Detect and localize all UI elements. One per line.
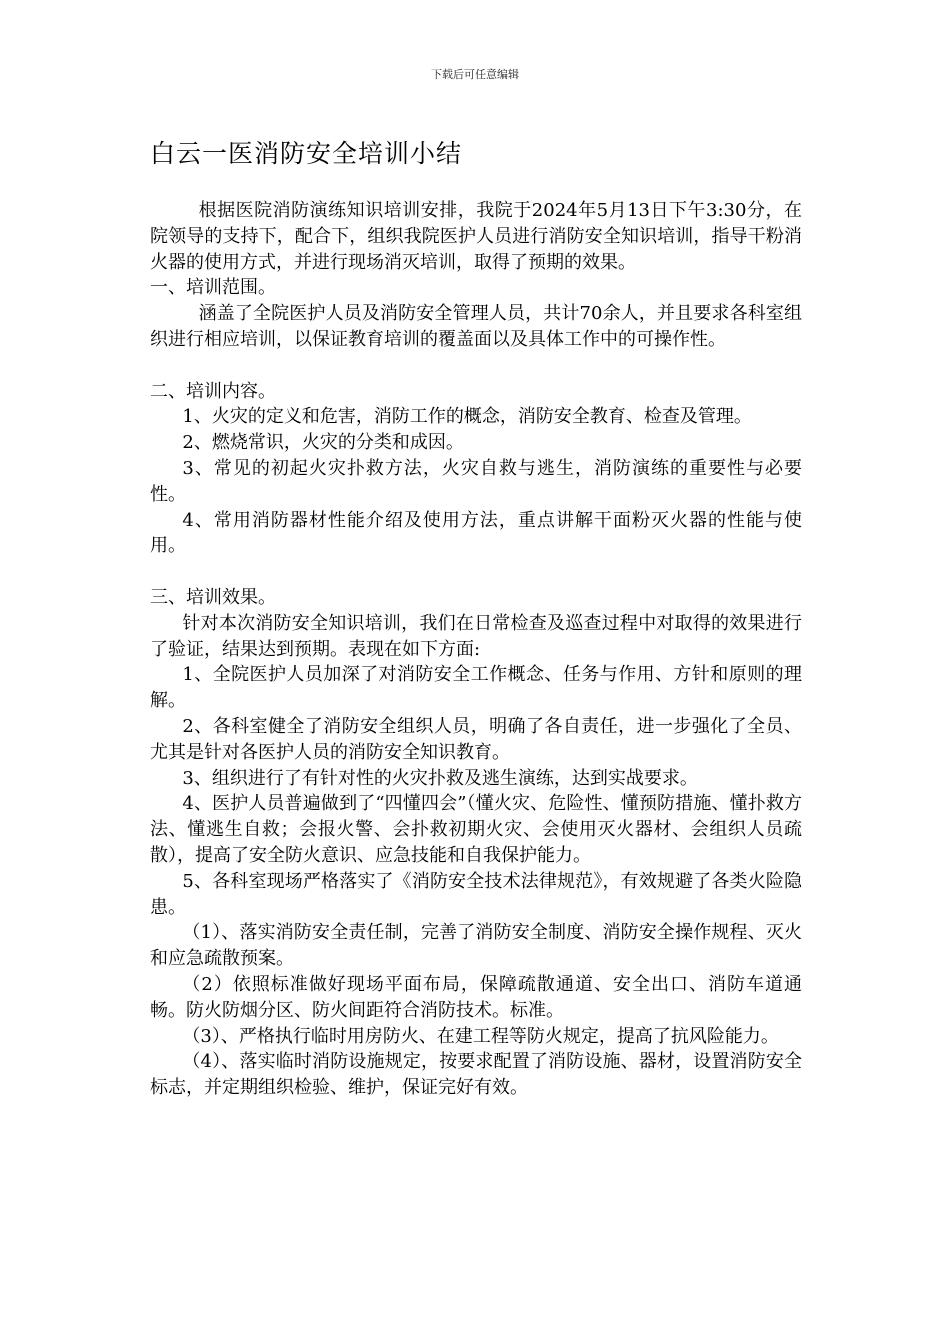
content-item-4: 4、常用消防器材性能介绍及使用方法，重点讲解干面粉灭火器的性能与使用。 xyxy=(150,509,802,557)
document-title: 白云一医消防安全培训小结 xyxy=(150,139,463,168)
effect-intro: 针对本次消防安全知识培训，我们在日常检查及巡查过程中对取得的效果进行了验证，结果达到预期。表现在如下方面: xyxy=(150,612,802,660)
effect-subitem-2: （2）依照标准做好现场平面布局，保障疏散通道、安全出口、消防车道通畅。防火防烟分区、防火间距符合消防技术。标准。 xyxy=(150,973,802,1021)
effect-item-4: 4、医护人员普遍做到了“四懂四会”（懂火灾、危险性、懂预防措施、懂扑救方法、懂逃生自救；会报火警、会扑救初期火灾、会使用灭火器材、会组织人员疏散），提高了安全防火意识、应急技能和自我保护能力。 xyxy=(150,793,802,866)
scope-paragraph: 涵盖了全院医护人员及消防安全管理人员，共计70余人，并且要求各科室组织进行相应培训，以保证教育培训的覆盖面以及具体工作中的可操作性。 xyxy=(150,303,802,350)
content-item-1: 1、火灾的定义和危害，消防工作的概念，消防安全教育、检查及管理。 xyxy=(182,406,752,428)
effect-item-1: 1、全院医护人员加深了对消防安全工作概念、任务与作用、方针和原则的理解。 xyxy=(150,664,802,712)
section-heading-effect: 三、培训效果。 xyxy=(150,586,276,608)
effect-item-5: 5、各科室现场严格落实了《消防安全技术法律规范》，有效规避了各类火险隐患。 xyxy=(150,870,802,918)
effect-subitem-3: （3）、严格执行临时用房防火、在建工程等防火规定，提高了抗风险能力。 xyxy=(182,1025,779,1047)
effect-item-2: 2、各科室健全了消防安全组织人员，明确了各自责任，进一步强化了全员、尤其是针对各医护人员的消防安全知识教育。 xyxy=(150,715,802,763)
effect-subitem-1: （1）、落实消防安全责任制，完善了消防安全制度、消防安全操作规程、灭火和应急疏散预案。 xyxy=(150,922,802,970)
content-item-3: 3、常见的初起火灾扑救方法，火灾自救与逃生，消防演练的重要性与必要性。 xyxy=(150,457,802,505)
effect-item-3: 3、组织进行了有针对性的火灾扑救及逃生演练，达到实战要求。 xyxy=(182,767,698,789)
blank-line xyxy=(150,559,802,585)
effect-subitem-4: （4）、落实临时消防设施规定，按要求配置了消防设施、器材，设置消防安全标志，并定期组织检验、维护，保证完好有效。 xyxy=(150,1051,802,1099)
page-header-note: 下载后可任意编辑 xyxy=(431,68,519,81)
section-heading-content: 二、培训内容。 xyxy=(150,380,276,402)
content-item-2: 2、燃烧常识，火灾的分类和成因。 xyxy=(182,432,464,454)
intro-paragraph: 根据医院消防演练知识培训安排，我院于2024年5月13日下午3:30分，在院领导的支持下，配合下，组织我院医护人员进行消防安全知识培训，指导干粉消火器的使用方式，并进行现场消灭培训，取得了预期的效果。 xyxy=(150,200,802,273)
blank-line xyxy=(150,353,802,379)
document-body xyxy=(150,198,802,1101)
section-heading-scope: 一、培训范围。 xyxy=(150,277,276,299)
